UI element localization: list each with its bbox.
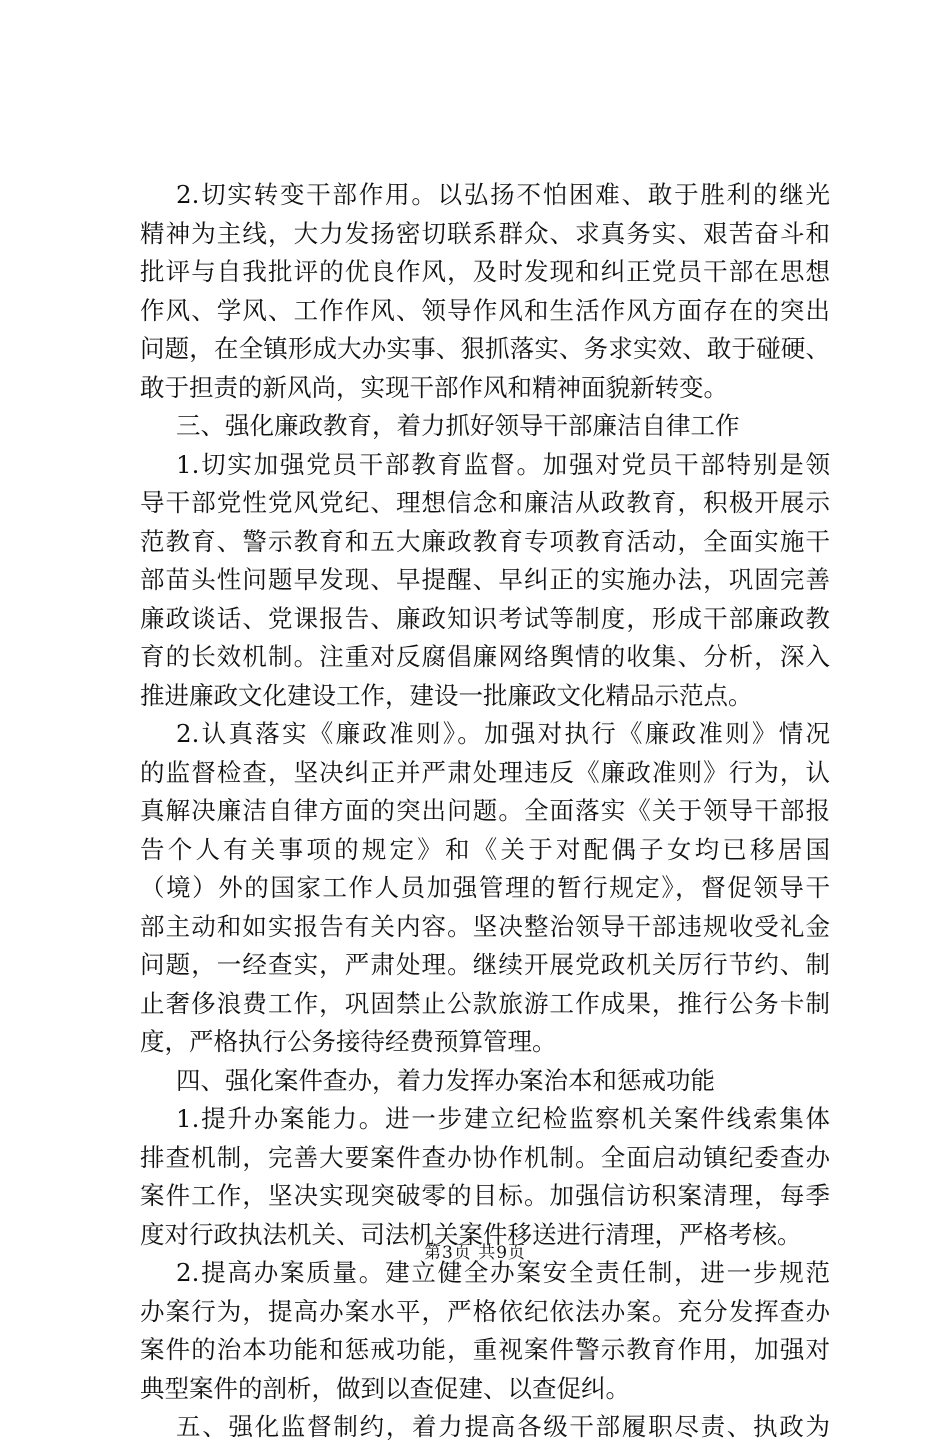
text-line: 敢于担责的新风尚，实现干部作风和精神面貌新转变。 [140,372,728,402]
text-line: 案件工作，坚决实现突破零的目标。加强信访积案清理，每季 [140,1181,830,1210]
text-line: 真解决廉洁自律方面的突出问题。全面落实《关于领导干部报 [140,796,830,825]
text-line: 四、强化案件查办，着力发挥办案治本和惩戒功能 [176,1065,715,1095]
text-line: （境）外的国家工作人员加强管理的暂行规定》，督促领导干 [140,873,830,902]
text-line: 部主动和如实报告有关内容。坚决整治领导干部违规收受礼金 [140,911,830,941]
text-line: 精神为主线，大力发扬密切联系群众、求真务实、艰苦奋斗和 [140,218,830,248]
text-line: 2.提高办案质量。建立健全办案安全责任制，进一步规范 [176,1258,830,1287]
text-line: 办案行为，提高办案水平，严格依纪依法办案。充分发挥查办 [140,1296,830,1326]
text-line: 批评与自我批评的优良作风，及时发现和纠正党员干部在思想 [140,257,830,286]
text-line: 推进廉政文化建设工作，建设一批廉政文化精品示范点。 [140,680,753,710]
text-line: 三、强化廉政教育，着力抓好领导干部廉洁自律工作 [176,411,740,440]
text-line: 部苗头性问题早发现、早提醒、早纠正的实施办法，巩固完善 [140,565,830,594]
text-line: 排查机制，完善大要案件查办协作机制。全面启动镇纪委查办 [140,1142,830,1172]
text-line: 廉政谈话、党课报告、廉政知识考试等制度，形成干部廉政教 [140,603,830,633]
text-line: 作风、学风、工作作风、领导作风和生活作风方面存在的突出 [140,295,830,325]
text-line: 典型案件的剖析，做到以查促建、以查促纠。 [140,1373,630,1403]
text-line: 的监督检查，坚决纠正并严肃处理违反《廉政准则》行为，认 [140,757,830,787]
text-line: 2.切实转变干部作用。以弘扬不怕困难、敢于胜利的继光 [176,180,830,209]
text-line: 1.提升办案能力。进一步建立纪检监察机关案件线索集体 [176,1104,830,1133]
text-line: 范教育、警示教育和五大廉政教育专项教育活动，全面实施干 [140,526,830,556]
text-line: 问题，在全镇形成大办实事、狠抓落实、务求实效、敢于碰硬、 [140,334,830,363]
text-line: 五、强化监督制约，着力提高各级干部履职尽责、执政为 [176,1412,830,1441]
page-number-footer: 第3页 共9页 [423,1243,527,1263]
text-line: 1.切实加强党员干部教育监督。加强对党员干部特别是领 [176,449,830,479]
text-line: 案件的治本功能和惩戒功能，重视案件警示教育作用，加强对 [140,1335,830,1364]
text-line: 度，严格执行公务接待经费预算管理。 [140,1027,557,1056]
text-line: 2.认真落实《廉政准则》。加强对执行《廉政准则》情况 [176,719,830,748]
text-line: 止奢侈浪费工作，巩固禁止公款旅游工作成果，推行公务卡制 [140,988,830,1018]
text-line: 告个人有关事项的规定》和《关于对配偶子女均已移居国 [140,834,830,864]
text-line: 问题，一经查实，严肃处理。继续开展党政机关厉行节约、制 [140,950,830,979]
text-line: 育的长效机制。注重对反腐倡廉网络舆情的收集、分析，深入 [140,642,830,671]
text-line: 导干部党性党风党纪、理想信念和廉洁从政教育，积极开展示 [140,488,830,517]
text-line: 度对行政执法机关、司法机关案件移送进行清理，严格考核。 [140,1219,802,1249]
